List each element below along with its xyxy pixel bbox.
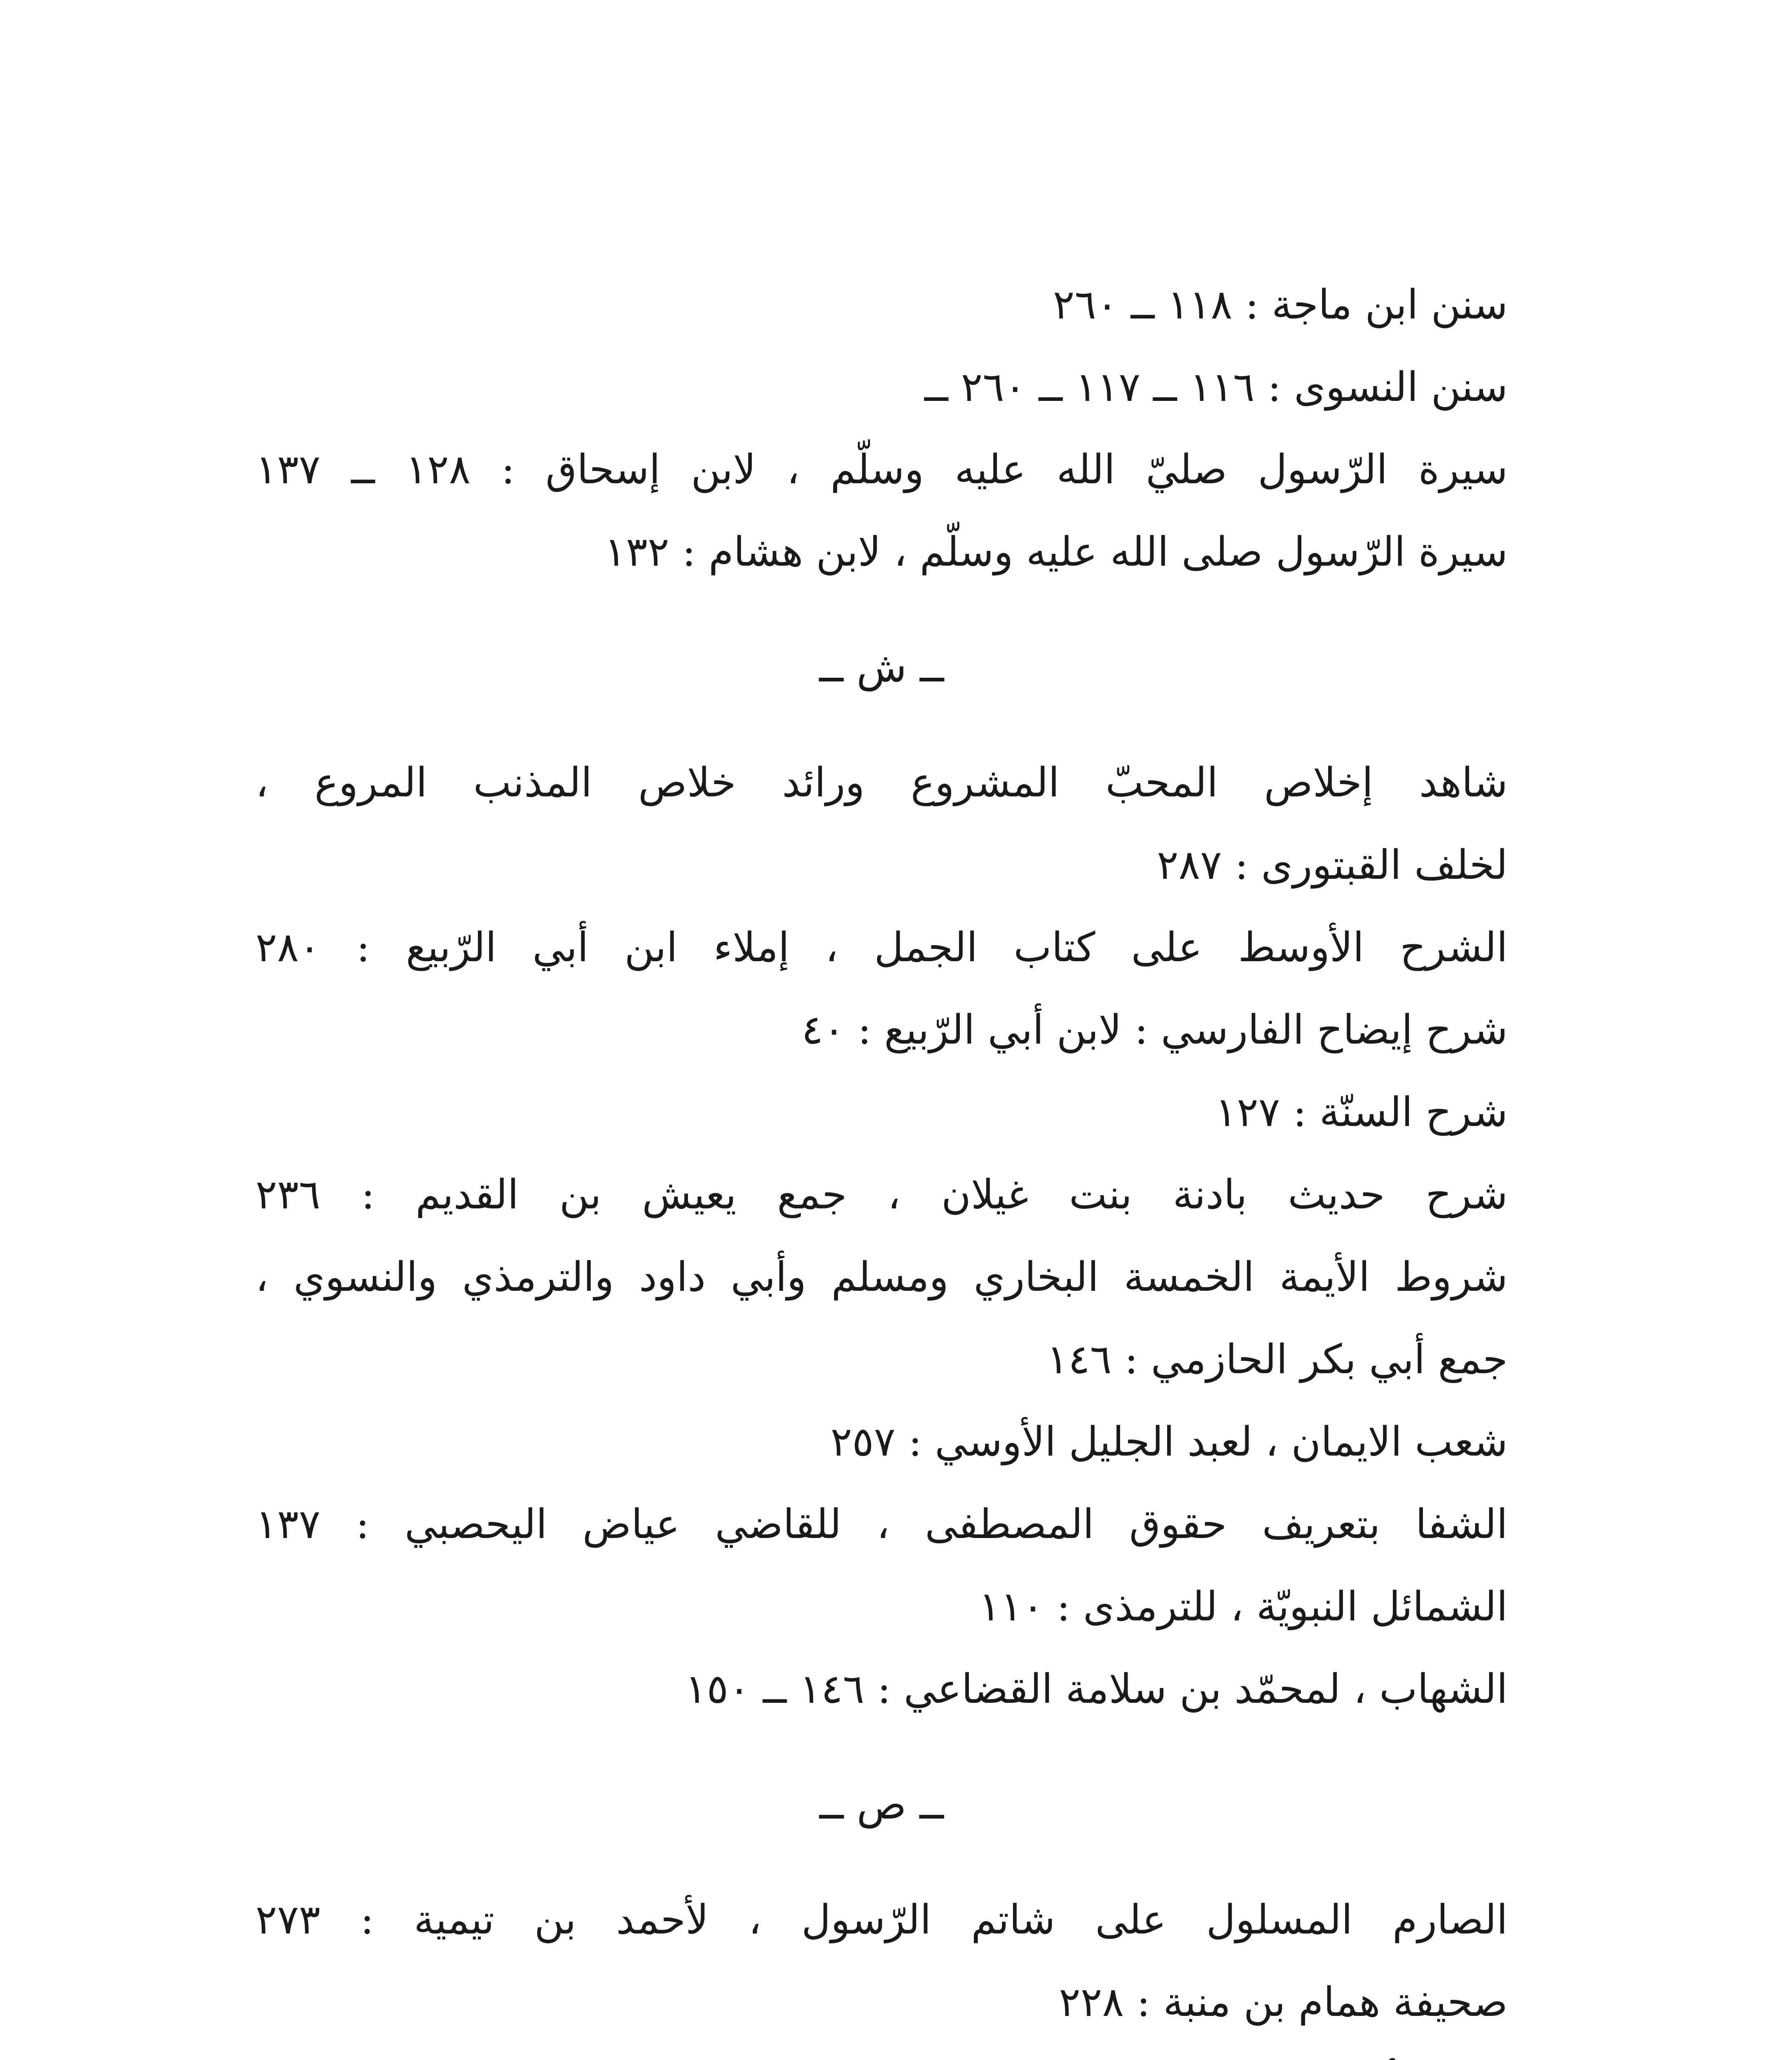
index-entry: سنن ابن ماجة : ١١٨ ــ ٢٦٠	[1053, 281, 1508, 328]
index-entry: جمع أبي بكر الحازمي : ١٤٦	[1046, 1336, 1508, 1383]
index-entry: شرح حديث بادنة بنت غيلان ، جمع يعيش بن القديم : ٢٣٦	[255, 1171, 1508, 1218]
index-entries	[255, 264, 1508, 2060]
index-entry: شرح السنّة : ١٢٧	[1215, 1089, 1508, 1136]
index-entry: الشهاب ، لمحمّد بن سلامة القضاعي : ١٤٦ ــ ١٥٠	[685, 1666, 1508, 1713]
section-letter-shin: ــ ش ــ	[819, 643, 944, 691]
index-entry: الصارم المسلول على شاتم الرّسول ، لأحمد بن تيمية : ٢٧٣	[255, 1896, 1508, 1943]
section-letter-sad: ــ ص ــ	[819, 1780, 944, 1828]
index-entry: سيرة الرّسول صلى الله عليه وسلّم ، لابن هشام : ١٣٢	[604, 529, 1508, 576]
index-entry: الشفا بتعريف حقوق المصطفى ، للقاضي عياض اليحصبي : ١٣٧	[255, 1501, 1508, 1548]
index-entry: سنن النسوى : ١١٦ ــ ١١٧ ــ ٢٦٠ ــ	[924, 364, 1508, 411]
index-entry	[255, 2044, 1508, 2060]
index-entry: شاهد إخلاص المحبّ المشروع ورائد خلاص المذنب المروع ،	[255, 759, 1508, 806]
index-entry: صحيفة همام بن منبة : ٢٢٨	[1059, 1979, 1508, 2026]
index-entry: لخلف القبتورى : ٢٨٧	[1157, 842, 1508, 889]
index-entry: الشرح الأوسط على كتاب الجمل ، إملاء ابن أبي الرّبيع : ٢٨٠	[255, 924, 1508, 971]
index-entry: سيرة الرّسول صليّ الله عليه وسلّم ، لابن إسحاق : ١٢٨ ــ ١٣٧	[255, 446, 1508, 493]
index-entry: الشمائل النبويّة ، للترمذى : ١١٠	[978, 1583, 1508, 1630]
index-entry: شروط الأيمة الخمسة البخاري ومسلم وأبي داود والترمذي والنسوي ،	[255, 1254, 1508, 1301]
index-entry: شعب الايمان ، لعبد الجليل الأوسي : ٢٥٧	[830, 1419, 1508, 1465]
index-entry: شرح إيضاح الفارسي : لابن أبي الرّبيع : ٤٠	[801, 1007, 1508, 1053]
